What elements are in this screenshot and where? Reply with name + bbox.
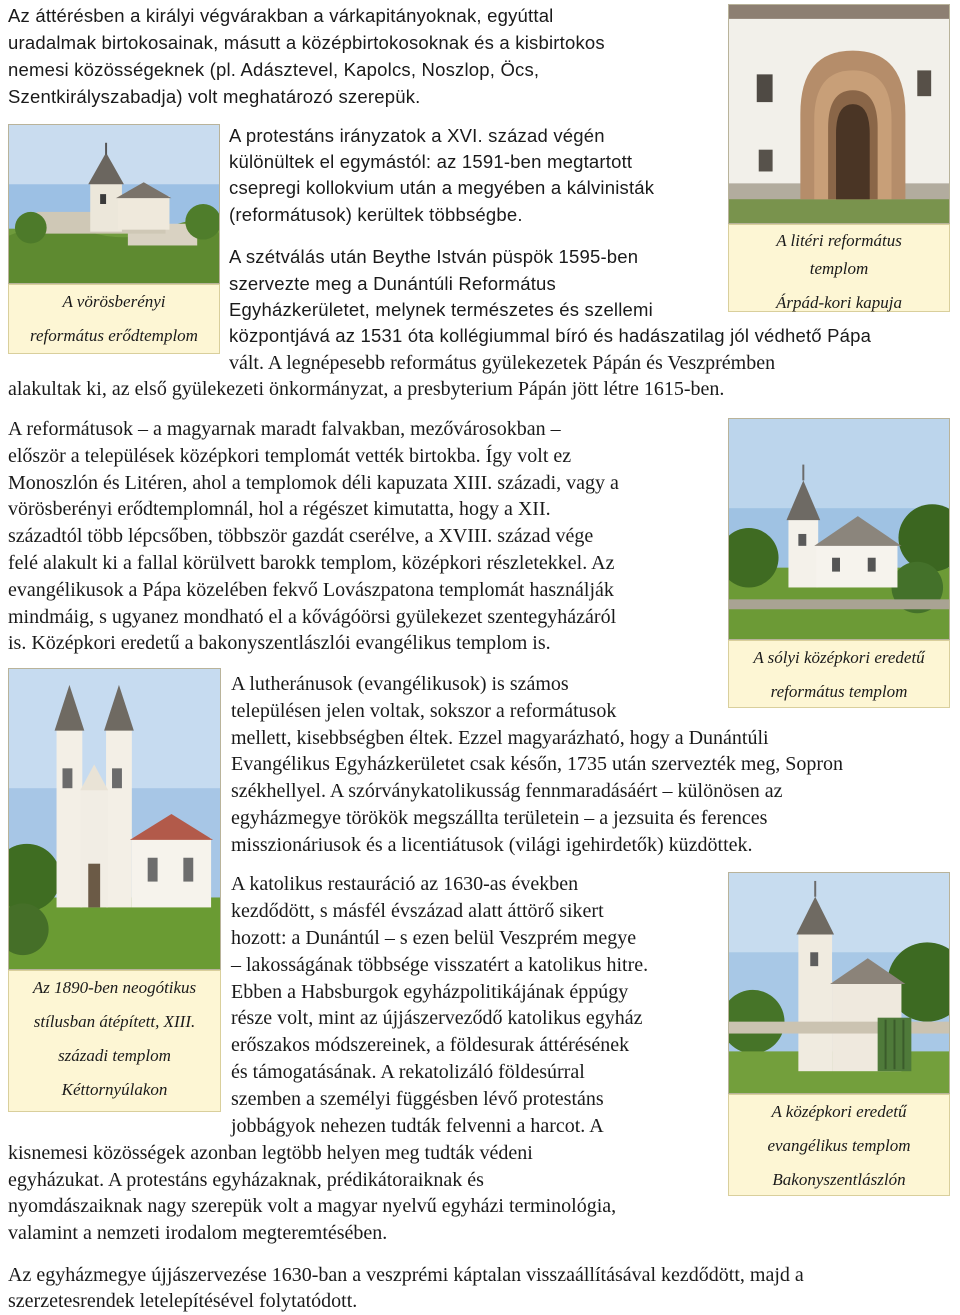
text-line: alakultak ki, az első gyülekezeti önkormányzat, a presbyterium Pápán jött létre 1615-ben.: [8, 378, 725, 400]
text-line: Monoszlón és Litéren, ahol a templomok déli kapuzata XIII. századi, vagy a: [8, 472, 619, 494]
caption-line: Kéttornyúlakon: [61, 1080, 168, 1099]
bakonyszentlaszlo-caption: [728, 1094, 950, 1196]
text-line: egyházmegye törökök megszállta területein – a jezsuita és ferences: [231, 807, 768, 829]
text-line: székhellyel. A szórványkatolikusság fennmaradásáért – különösen az: [231, 780, 783, 802]
text-line: Egyházkerületet, melynek természetes és szellemi: [229, 299, 653, 320]
liter-portal-photo: [728, 4, 950, 224]
kettornyulak-church-photo: [8, 668, 221, 970]
text-line: misszionáriusok és a licentiátusok (világi igehirdetők) küzdöttek.: [231, 834, 753, 856]
text-line: vált. A legnépesebb református gyülekezetek Pápán és Veszprémben: [229, 352, 776, 374]
text-line: felé alakult ki a fallal körülvett barokk templom, középkori részletekkel. Az: [8, 552, 615, 574]
text-line: kisnemesi közösségek azonban legtöbb helyen meg tudták védeni: [8, 1142, 533, 1164]
text-line: kezdődött, s másfél évszázad alatt áttörő sikert: [231, 900, 604, 922]
text-line: településen jelen voltak, sokszor a reformátusok: [231, 700, 617, 722]
caption-line: A litéri református: [776, 231, 902, 250]
text-line: szerzetesrendek letelepítésével folytatódott.: [8, 1290, 358, 1312]
soly-church-photo: [728, 418, 950, 640]
caption-line: evangélikus templom: [767, 1136, 911, 1155]
text-line: századtól több lépcsőben, többször gazdát cserélve, a XVIII. század vége: [8, 525, 594, 547]
text-line: – lakosságának többsége visszatért a katolikus hitre.: [231, 954, 649, 976]
caption-line: A középkori eredetű: [771, 1102, 907, 1121]
text-line: mellett, kisebbségben éltek. Ezzel magyarázható, hogy a Dunántúli: [231, 727, 769, 749]
text-line: először a települések középkori templomát vették birtokba. Így volt ez: [8, 445, 572, 467]
kettornyulak-caption: [8, 970, 221, 1112]
text-line: egyházukat. A protestáns egyházaknak, prédikátoraiknak és: [8, 1169, 484, 1191]
text-line: hozott: a Dunántúl – s ezen belül Veszprém megye: [231, 927, 637, 949]
text-line: és támogatásának. A rekatolizáló földesúrral: [231, 1061, 585, 1083]
text-line: Az áttérésben a királyi végvárakban a várkapitányoknak, egyúttal: [8, 5, 554, 26]
caption-line: Az 1890-ben neogótikus: [32, 978, 197, 997]
caption-line: református erődtemplom: [30, 326, 198, 345]
liter-caption: [728, 224, 950, 312]
text-line: mindmáig, s ugyanez mondható el a kővágóörsi gyülekezet szentegyházáról: [8, 606, 617, 628]
caption-line: A vörösberényi: [62, 292, 166, 311]
text-line: evangélikusok a Pápa közelében fekvő Lovászpatona templomát használják: [8, 579, 614, 601]
soly-caption: [728, 640, 950, 708]
text-line: A reformátusok – a magyarnak maradt falvakban, mezővárosokban –: [8, 418, 561, 440]
text-line: (reformátusok) kerültek többségbe.: [229, 204, 523, 225]
text-line: valamint a nemzeti irodalom megteremtésében.: [8, 1222, 388, 1244]
text-line: Az egyházmegye újjászervezése 1630-ban a veszprémi káptalan visszaállításával kezdődött, majd a: [8, 1264, 804, 1286]
text-line: központjává az 1531 óta kollégiummal bíró és hadászatilag jól védhető Pápa: [229, 325, 872, 346]
caption-line: Bakonyszentlászlón: [772, 1170, 906, 1189]
text-line: Ebben a Habsburgok egyházpolitikájának éppúgy: [231, 981, 629, 1003]
caption-line: stílusban átépített, XIII.: [33, 1012, 196, 1031]
text-line: vörösberényi erődtemplomnál, hol a régészet kimutatta, hogy a XII.: [8, 498, 551, 520]
caption-line: templom: [809, 259, 869, 278]
bakonyszentlaszlo-church-photo: [728, 872, 950, 1094]
text-line: jobbágyok nehezen tudták felvenni a harcot. A: [231, 1115, 604, 1137]
voros-caption: [8, 284, 220, 354]
text-line: erőszakos módszereinek, a földesurak áttérésének: [231, 1034, 630, 1056]
caption-line: református templom: [770, 682, 908, 701]
text-line: nyomdászaiknak nagy szerepük volt a magyar nyelvű egyházi terminológia,: [8, 1195, 617, 1217]
text-line: A protestáns irányzatok a XVI. század végén: [229, 125, 605, 146]
caption-line: századi templom: [58, 1046, 171, 1065]
caption-line: Árpád-kori kapuja: [775, 293, 903, 312]
text-line: szervezte meg a Dunántúli Református: [229, 273, 556, 294]
text-line: csepregi kollokvium után a megyében a kálvinisták: [229, 177, 655, 198]
caption-line: A sólyi középkori eredetű: [753, 648, 925, 667]
voros-church-photo: [8, 124, 220, 284]
text-line: is. Középkori eredetű a bakonyszentlászlói evangélikus templom is.: [8, 632, 551, 654]
text-line: A katolikus restauráció az 1630-as években: [231, 873, 579, 895]
text-line: nemesi közösségeknek (pl. Adásztevel, Kapolcs, Noszlop, Öcs,: [8, 59, 540, 80]
text-line: A lutheránusok (evangélikusok) is számos: [231, 673, 569, 695]
text-line: különültek el egymástól: az 1591-ben megtartott: [229, 151, 633, 172]
text-line: uradalmak birtokosainak, másutt a középbirtokosoknak és a kisbirtokos: [8, 32, 605, 53]
text-line: része volt, mint az újjászerveződő katolikus egyház: [231, 1007, 643, 1029]
text-line: Evangélikus Egyházkerületet csak későn, 1735 után szervezték meg, Sopron: [231, 753, 844, 775]
text-line: szemben a személyi függésben lévő protestáns: [231, 1088, 604, 1110]
text-line: A szétválás után Beythe István püspök 1595-ben: [229, 246, 639, 267]
text-line: Szentkirályszabadja) volt meghatározó szerepük.: [8, 86, 421, 107]
